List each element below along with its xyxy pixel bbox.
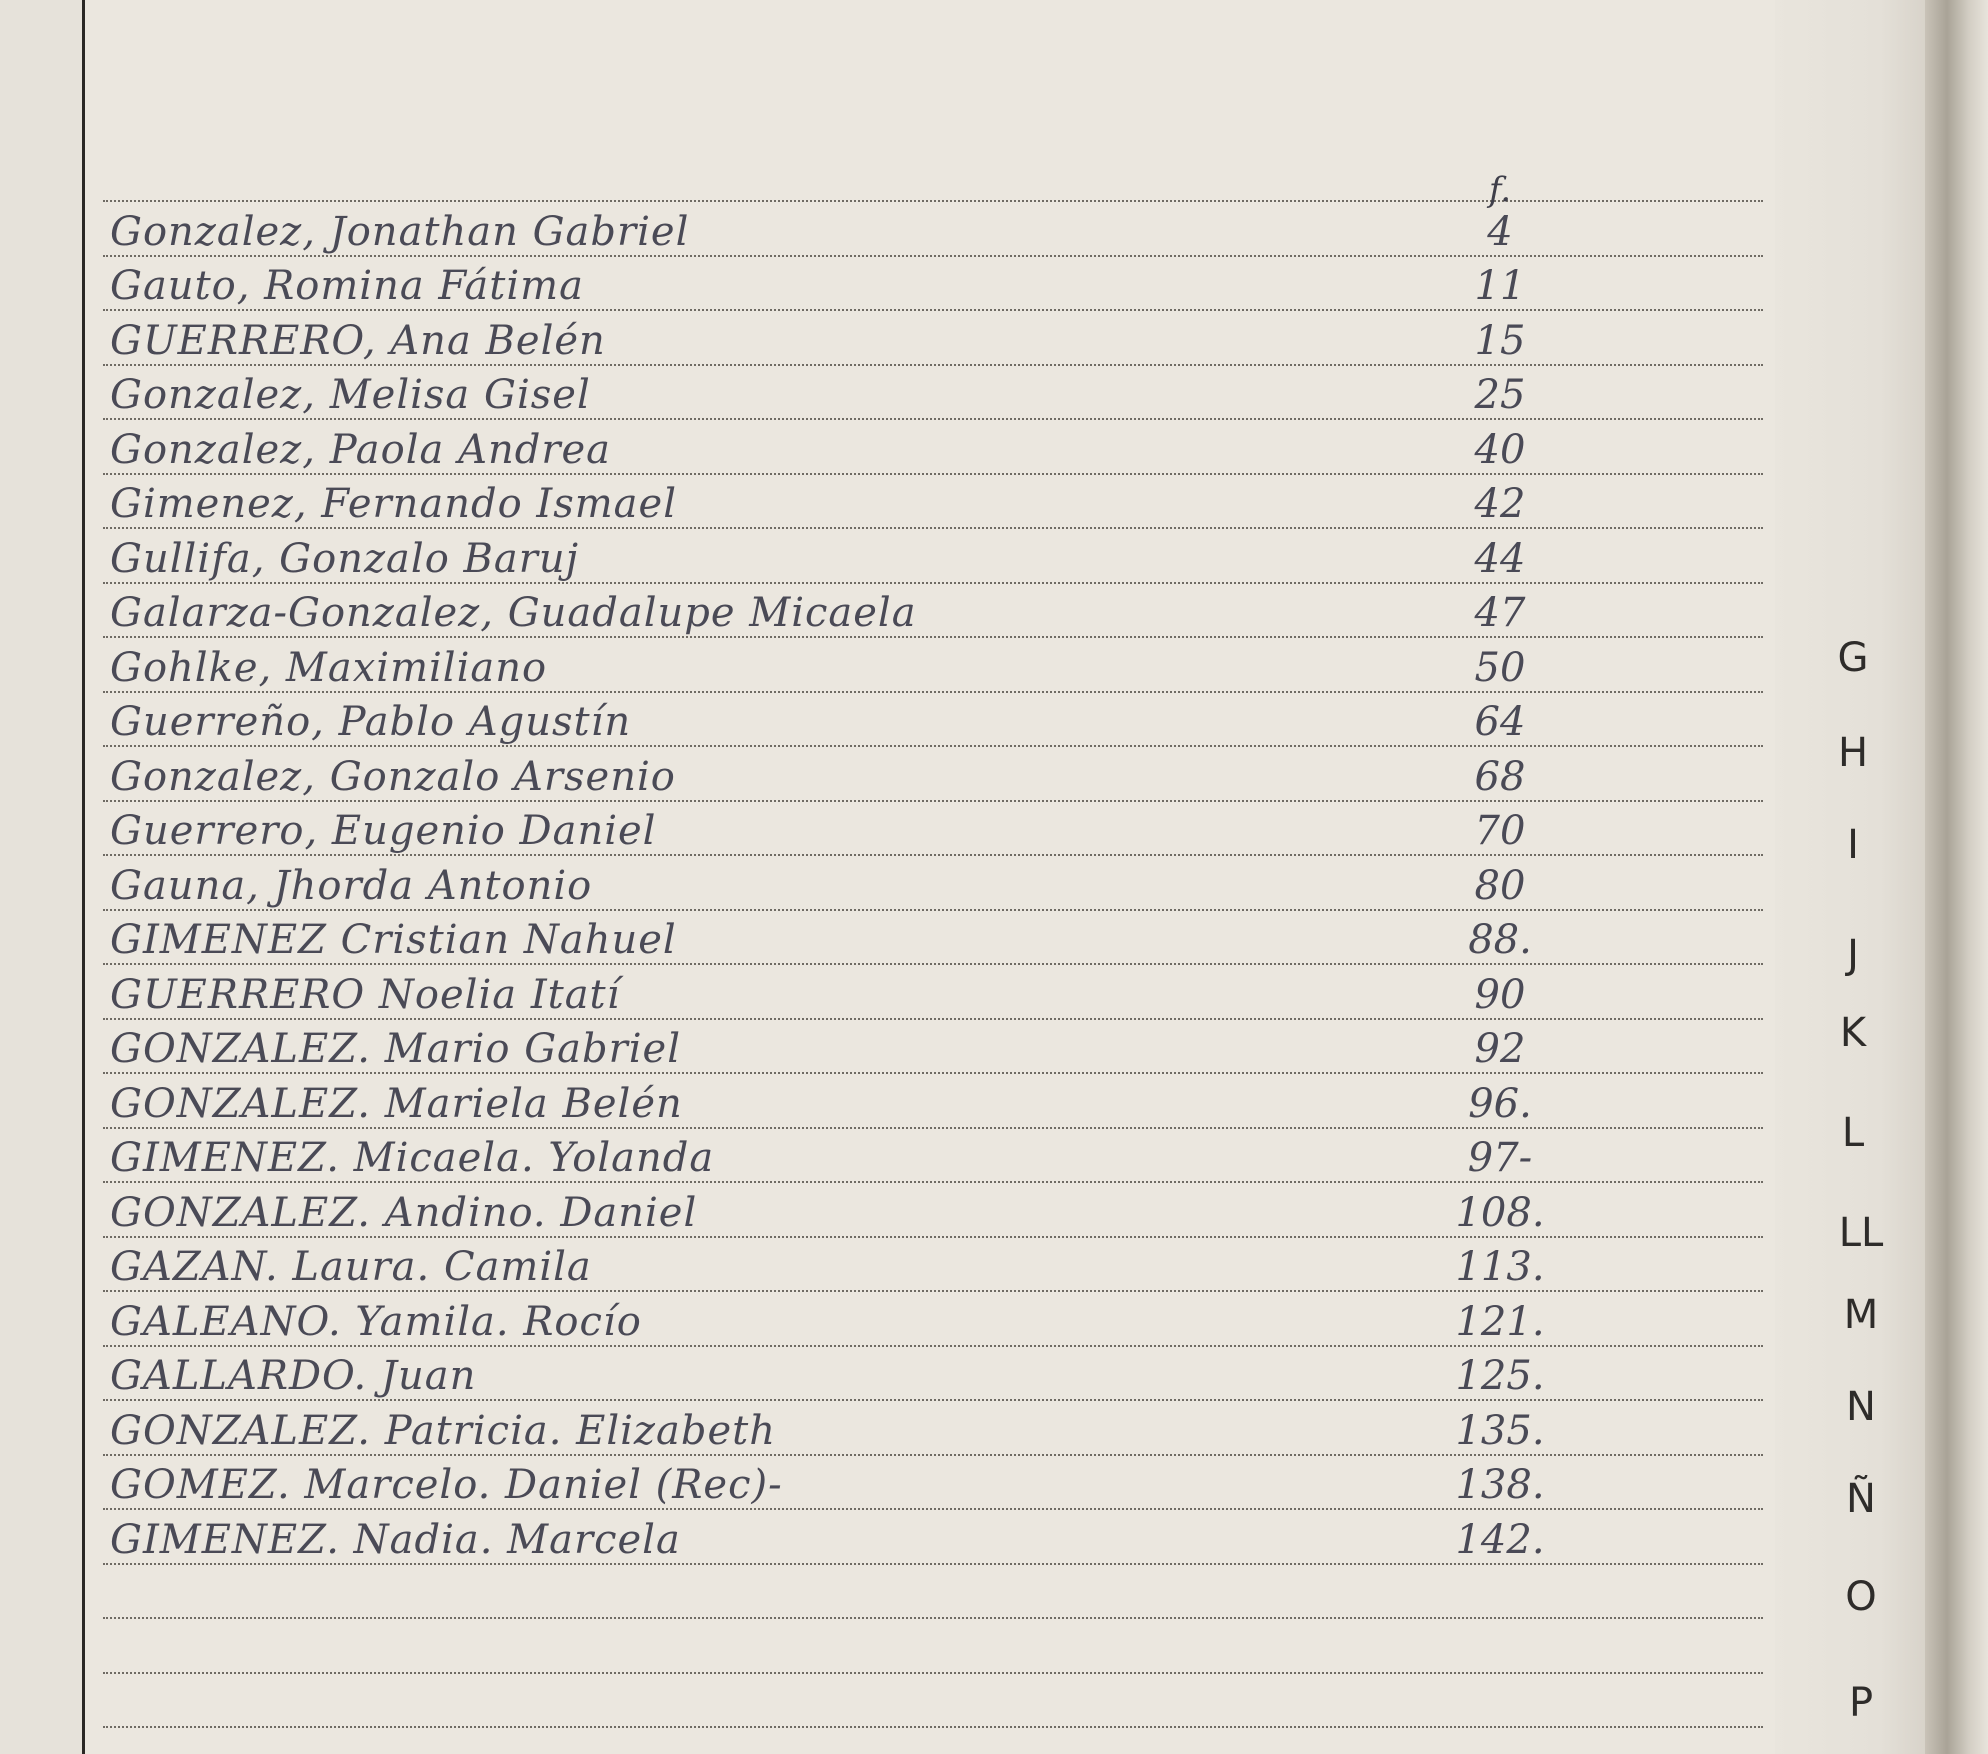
entry-page-number: 50 <box>1474 645 1526 691</box>
entry-page-number: 42 <box>1474 481 1526 527</box>
entry-page-number: 88. <box>1468 917 1532 963</box>
index-tab-letter[interactable]: I <box>1847 822 1859 868</box>
entry-page-number: 138. <box>1455 1462 1545 1508</box>
ruled-line <box>103 582 1763 584</box>
entry-name: Gimenez, Fernando Ismael <box>110 481 677 527</box>
entry-name: GUERRERO, Ana Belén <box>110 318 606 364</box>
index-tab-letter[interactable]: K <box>1839 1010 1867 1056</box>
ruled-line <box>103 909 1763 911</box>
entry-page-number: 135. <box>1455 1408 1545 1454</box>
entry-page-number: 64 <box>1474 699 1526 745</box>
ruled-line <box>103 1454 1763 1456</box>
entry-name: Gonzalez, Gonzalo Arsenio <box>110 754 676 800</box>
entry-name: GUERRERO Noelia Itatí <box>110 972 621 1018</box>
entry-name: Gonzalez, Paola Andrea <box>110 427 611 473</box>
entry-name: Guerrero, Eugenio Daniel <box>110 808 657 854</box>
entry-name: GONZALEZ. Patricia. Elizabeth <box>110 1408 776 1454</box>
entry-name: GONZALEZ. Mariela Belén <box>110 1081 683 1127</box>
entry-name: Gohlke, Maximiliano <box>110 645 548 691</box>
entry-page-number: 121. <box>1455 1299 1545 1345</box>
ruled-line <box>103 800 1763 802</box>
entry-page-number: 142. <box>1455 1517 1545 1563</box>
entry-name: GAZAN. Laura. Camila <box>110 1244 592 1290</box>
index-tab-letter[interactable]: J <box>1847 932 1859 978</box>
ruled-line <box>103 255 1763 257</box>
ruled-line <box>103 1672 1763 1674</box>
entry-page-number: 92 <box>1474 1026 1526 1072</box>
page-edge-shadow <box>1925 0 1988 1754</box>
index-tab-letter[interactable]: O <box>1845 1574 1877 1620</box>
index-tab-letter[interactable]: L <box>1841 1110 1865 1156</box>
entry-page-number: 25 <box>1474 372 1526 418</box>
entry-name: GALLARDO. Juan <box>110 1353 477 1399</box>
entry-name: GONZALEZ. Mario Gabriel <box>110 1026 682 1072</box>
entry-name: GALEANO. Yamila. Rocío <box>110 1299 642 1345</box>
ruled-line <box>103 1617 1763 1619</box>
ruled-line <box>103 1018 1763 1020</box>
index-tab-letter[interactable]: Ñ <box>1846 1476 1876 1522</box>
page-column-header: f. <box>1488 170 1512 210</box>
entry-name: GIMENEZ Cristian Nahuel <box>110 917 677 963</box>
entry-page-number: 97- <box>1467 1135 1533 1181</box>
ruled-line <box>103 1345 1763 1347</box>
entry-page-number: 47 <box>1474 590 1526 636</box>
entry-name: Gullifa, Gonzalo Baruj <box>110 536 580 582</box>
entry-page-number: 68 <box>1474 754 1526 800</box>
ruled-line <box>103 1181 1763 1183</box>
entry-page-number: 108. <box>1455 1190 1545 1236</box>
index-tab-letter[interactable]: G <box>1837 635 1869 681</box>
ruled-line <box>103 1290 1763 1292</box>
entry-name: GIMENEZ. Nadia. Marcela <box>110 1517 681 1563</box>
ruled-line <box>103 473 1763 475</box>
index-tab-letter[interactable]: H <box>1837 730 1869 776</box>
ruled-line <box>103 309 1763 311</box>
index-tab-letter[interactable]: LL <box>1838 1210 1884 1256</box>
entry-page-number: 125. <box>1455 1353 1545 1399</box>
entry-page-number: 40 <box>1474 427 1526 473</box>
ruled-line <box>103 527 1763 529</box>
entry-page-number: 113. <box>1455 1244 1545 1290</box>
entry-page-number: 70 <box>1474 808 1526 854</box>
ruled-line <box>103 745 1763 747</box>
entry-name: GIMENEZ. Micaela. Yolanda <box>110 1135 715 1181</box>
entry-name: Galarza-Gonzalez, Guadalupe Micaela <box>110 590 917 636</box>
entry-page-number: 90 <box>1474 972 1526 1018</box>
index-tab-letter[interactable]: P <box>1848 1680 1874 1726</box>
index-tab-letter[interactable]: M <box>1843 1292 1879 1338</box>
ruled-line <box>103 691 1763 693</box>
ruled-line <box>103 1726 1763 1728</box>
ruled-line <box>103 1399 1763 1401</box>
entry-page-number: 11 <box>1474 263 1526 309</box>
entry-name: Gonzalez, Jonathan Gabriel <box>110 209 690 255</box>
ruled-line <box>103 1508 1763 1510</box>
entry-page-number: 15 <box>1474 318 1526 364</box>
entry-page-number: 96. <box>1468 1081 1532 1127</box>
ruled-line <box>103 418 1763 420</box>
entry-name: GOMEZ. Marcelo. Daniel (Rec)- <box>110 1462 783 1508</box>
index-tab-letter[interactable]: N <box>1846 1384 1876 1430</box>
ruled-line <box>103 1236 1763 1238</box>
ruled-line <box>103 963 1763 965</box>
ruled-line <box>103 1127 1763 1129</box>
ruled-line <box>103 364 1763 366</box>
ruled-line <box>103 636 1763 638</box>
entry-page-number: 4 <box>1487 209 1513 255</box>
left-margin <box>0 0 84 1754</box>
ruled-line <box>103 1563 1763 1565</box>
entry-page-number: 80 <box>1474 863 1526 909</box>
ruled-line <box>103 854 1763 856</box>
entry-page-number: 44 <box>1474 536 1526 582</box>
entry-name: Gonzalez, Melisa Gisel <box>110 372 591 418</box>
entry-name: Gauto, Romina Fátima <box>110 263 584 309</box>
entry-name: Guerreño, Pablo Agustín <box>110 699 632 745</box>
entry-name: GONZALEZ. Andino. Daniel <box>110 1190 698 1236</box>
ruled-line <box>103 1072 1763 1074</box>
entry-name: Gauna, Jhorda Antonio <box>110 863 593 909</box>
